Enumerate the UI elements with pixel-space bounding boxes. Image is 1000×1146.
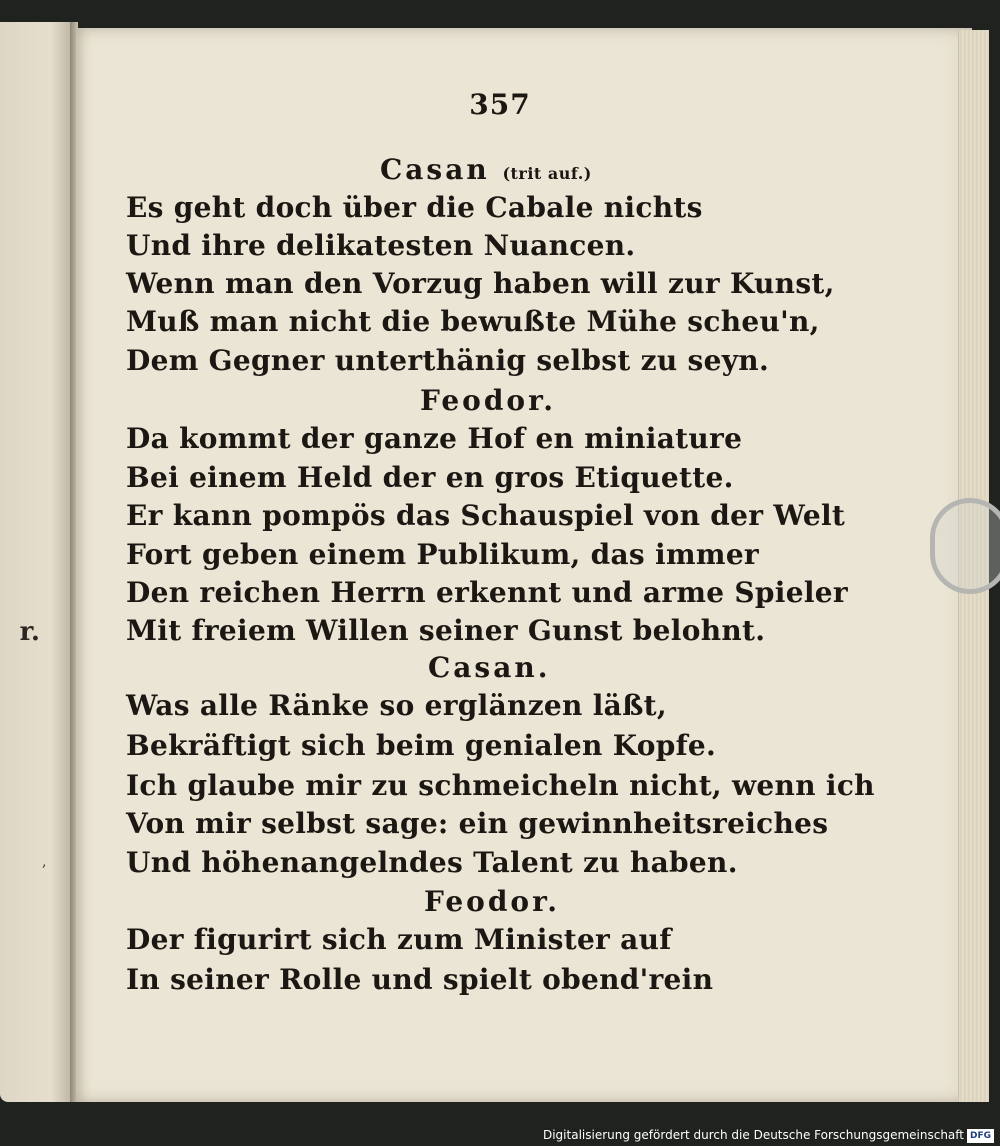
speaker-feodor: Feodor. [420, 384, 557, 417]
verse-line: Da kommt der ganze Hof en miniature [126, 422, 743, 455]
speaker-casan [380, 152, 680, 192]
verse-line: Bei einem Held der en gros Etiquette. [126, 461, 734, 494]
verse-line: Den reichen Herrn erkennt und arme Spieler [126, 576, 848, 609]
verse-line: Und ihre delikatesten Nuancen. [126, 229, 636, 262]
verse-line: Dem Gegner unterthänig selbst zu seyn. [126, 344, 770, 377]
verse-line: Es geht doch über die Cabale nichts [126, 191, 703, 224]
verse-line: Fort geben einem Publikum, das immer [126, 538, 759, 571]
verse-line: Muß man nicht die bewußte Mühe scheu'n, [126, 305, 820, 338]
speaker-casan: Casan. [428, 651, 551, 684]
verse-line: Wenn man den Vorzug haben will zur Kunst, [126, 267, 835, 300]
dfg-logo: DFG [967, 1129, 994, 1143]
speaker-name: Casan [380, 153, 490, 186]
page-clip [930, 498, 1000, 594]
verse-line: Der figurirt sich zum Minister auf [126, 923, 672, 956]
digitization-credit: Digitalisierung gefördert durch die Deutsche Forschungsgemeinschaft [542, 1128, 964, 1142]
verse-line: Bekräftigt sich beim genialen Kopfe. [126, 729, 717, 762]
verse-line: Von mir selbst sage: ein gewinnheitsreiches [126, 807, 829, 840]
verse-line: In seiner Rolle und spielt obend'rein [126, 963, 714, 996]
verse-line: Mit freiem Willen seiner Gunst belohnt. [126, 614, 766, 647]
verse-line: Was alle Ränke so erglänzen läßt, [126, 689, 667, 722]
page-number: 357 [469, 88, 531, 121]
verse-line: Er kann pompös das Schauspiel von der Welt [126, 499, 846, 532]
verse-line: Und höhenangelndes Talent zu haben. [126, 846, 738, 879]
left-page-mark-comma: , [42, 854, 47, 870]
left-page-mark: r. [19, 617, 40, 647]
speaker-feodor: Feodor. [424, 885, 561, 918]
stage-direction: (trit auf.) [502, 164, 592, 183]
verse-line: Ich glaube mir zu schmeicheln nicht, wenn ich [126, 769, 875, 802]
